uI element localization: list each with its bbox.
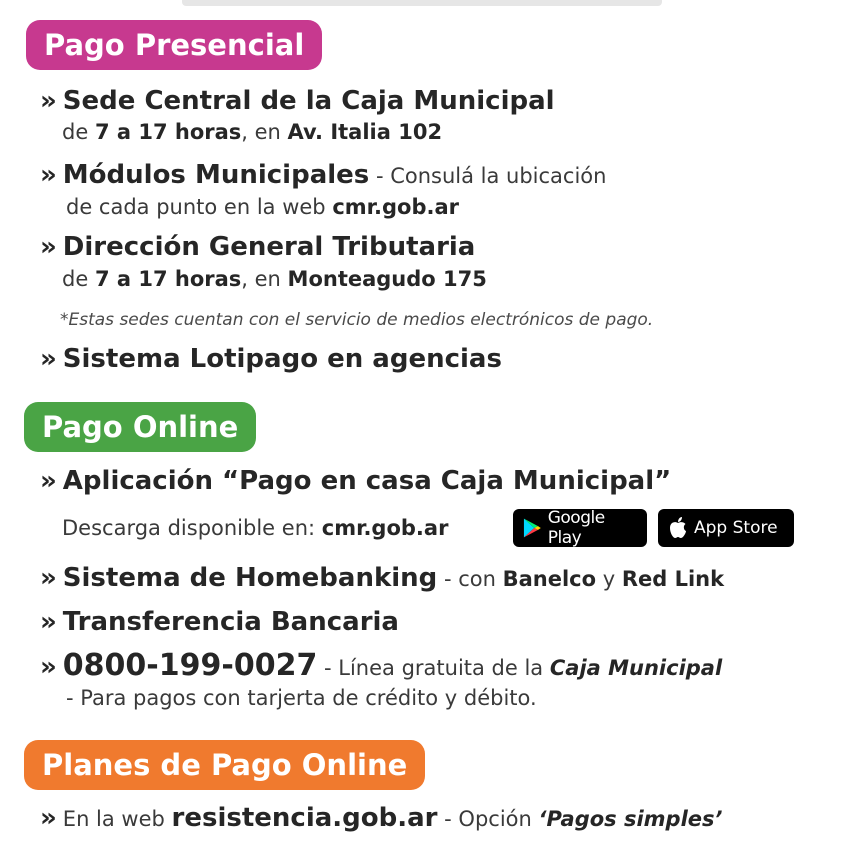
cmr-link[interactable]: cmr.gob.ar	[332, 195, 459, 219]
homebanking-title: » Sistema de Homebanking - con Banelco y Red Link	[40, 563, 725, 593]
app-title: » Aplicación “Pago en casa Caja Municipal”	[40, 466, 672, 496]
bullet-icon: »	[40, 344, 57, 374]
google-play-badge[interactable]: Google Play	[513, 509, 647, 547]
planes-header: Planes de Pago Online	[24, 740, 425, 790]
apple-icon	[668, 516, 688, 540]
presencial-note: *Estas sedes cuentan con el servicio de medios electrónicos de pago.	[60, 310, 654, 330]
google-play-icon	[523, 517, 542, 539]
bullet-icon: »	[40, 232, 57, 262]
sede-central-title: » Sede Central de la Caja Municipal	[40, 86, 555, 116]
lotipago-title: » Sistema Lotipago en agencias	[40, 344, 502, 374]
pago-presencial-header: Pago Presencial	[26, 20, 322, 70]
direccion-title: » Dirección General Tributaria	[40, 232, 476, 262]
cmr-link[interactable]: cmr.gob.ar	[321, 516, 449, 540]
download-text: Descarga disponible en: cmr.gob.ar	[62, 516, 449, 540]
bullet-icon: »	[40, 86, 57, 116]
top-divider	[182, 0, 662, 6]
bullet-icon: »	[40, 607, 57, 637]
transferencia-title: » Transferencia Bancaria	[40, 607, 399, 637]
bullet-icon: »	[40, 803, 57, 833]
direccion-detail: de 7 a 17 horas, en Monteagudo 175	[62, 267, 487, 291]
planes-line: » En la web resistencia.gob.ar - Opción ‘Pagos simples’	[40, 803, 723, 833]
pago-online-header: Pago Online	[24, 402, 256, 452]
sede-central-detail: de 7 a 17 horas, en Av. Italia 102	[62, 120, 443, 144]
phone-detail: - Para pagos con tarjerta de crédito y débito.	[66, 686, 537, 710]
modulos-title: » Módulos Municipales - Consulá la ubicación	[40, 160, 607, 190]
bullet-icon: »	[40, 652, 57, 682]
resistencia-link[interactable]: resistencia.gob.ar	[171, 803, 438, 833]
phone-line: » 0800-199-0027 - Línea gratuita de la Caja Municipal	[40, 648, 723, 683]
phone-number[interactable]: 0800-199-0027	[62, 648, 318, 683]
bullet-icon: »	[40, 563, 57, 593]
app-store-badge[interactable]: App Store	[658, 509, 794, 547]
bullet-icon: »	[40, 160, 57, 190]
modulos-detail: de cada punto en la web cmr.gob.ar	[66, 195, 459, 219]
bullet-icon: »	[40, 466, 57, 496]
